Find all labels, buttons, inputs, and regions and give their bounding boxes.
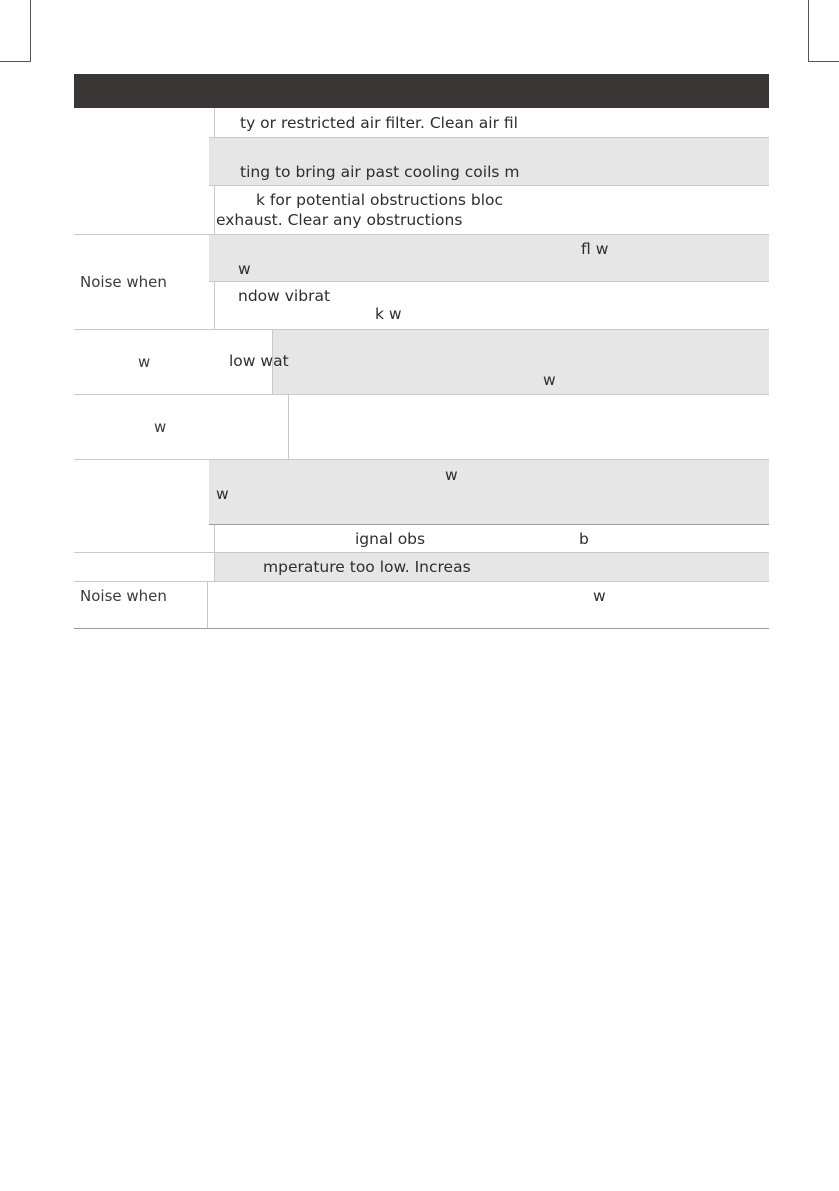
table-cell (209, 395, 769, 459)
cell-text: mperature too low. Increas (263, 558, 471, 576)
cell-text: w (238, 260, 251, 278)
cell-text: ting to bring air past cooling coils m (240, 163, 520, 181)
table-cell (209, 553, 769, 581)
row-label (74, 108, 215, 234)
table-row (74, 395, 769, 460)
troubleshooting-table (74, 74, 769, 629)
cell-text: k for potential obstructions bloc (256, 191, 504, 209)
cell-text: w (543, 371, 556, 389)
cell-text: w (445, 466, 458, 484)
cell-text: fl w (581, 240, 609, 258)
cell-text: ty or restricted air filter. Clean air fil (240, 114, 518, 132)
table-row (74, 330, 769, 395)
table-row (74, 460, 769, 553)
table-cell (209, 582, 769, 628)
table-cell (209, 525, 769, 552)
row-label (74, 460, 215, 552)
cell-text: w (593, 587, 606, 605)
cell-text: b (579, 530, 589, 548)
crop-mark-top-right-horizontal (809, 61, 839, 62)
table-cell (209, 460, 769, 525)
row-body (209, 582, 769, 628)
row-body (209, 330, 769, 394)
row-body (209, 235, 769, 329)
table-cell (209, 330, 769, 394)
row-body (209, 553, 769, 581)
cell-text: ignal obs (355, 530, 426, 548)
table-row (74, 235, 769, 330)
table-row (74, 553, 769, 582)
row-body (209, 460, 769, 552)
crop-mark-top-right (808, 0, 839, 62)
table-header-bar (74, 74, 769, 108)
cell-text: k w (375, 305, 402, 323)
row-label: w (74, 330, 273, 394)
row-label: Noise when (74, 235, 215, 329)
row-body (209, 395, 769, 459)
cell-text: ndow vibrat (238, 287, 331, 305)
table-cell (209, 138, 769, 186)
table-row (74, 582, 769, 629)
row-label: Noise when (74, 582, 208, 628)
table-cell (209, 108, 769, 138)
cell-text: low wat (229, 352, 289, 370)
crop-mark-top-left (0, 0, 31, 62)
crop-mark-top-left-horizontal (0, 61, 30, 62)
row-label (74, 553, 215, 581)
cell-text: w (216, 485, 229, 503)
table-row (74, 108, 769, 235)
table-cell (209, 282, 769, 329)
table-cell (209, 235, 769, 282)
cell-text: exhaust. Clear any obstructions (216, 211, 463, 229)
row-body (209, 108, 769, 234)
row-label: w (74, 395, 289, 459)
table-cell (209, 186, 769, 234)
